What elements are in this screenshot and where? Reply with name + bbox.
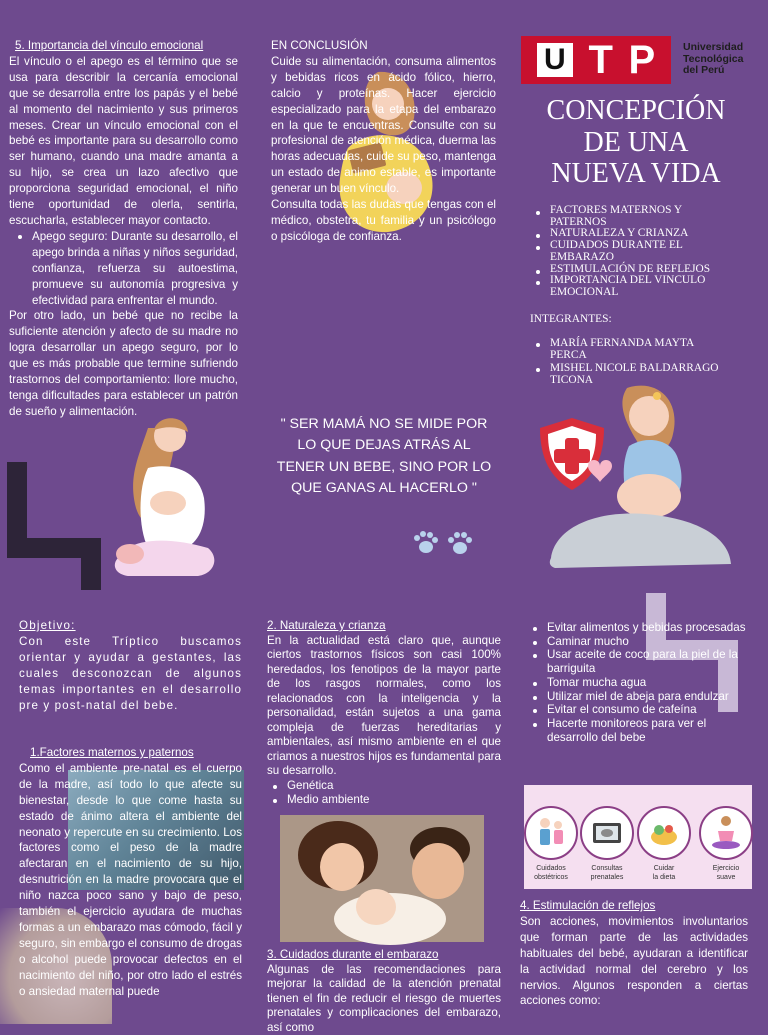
objective-text: Con este Tríptico buscamos orientar y ayudar a gestantes, las cuales desconozcan de algunos temas importantes en el desarrollo pre y post-natal del bebe. [19,634,242,712]
conclusion-paragraph: Cuide su alimentación, consuma alimentos y bebidas ricos en ácido fólico, hierro, calcio y proteínas. Hacer ejercicio especializado para la etapa del embarazo en la que te encuentras. Consulte con su profesional de atención médica, duerma las horas adecuadas, cuide su peso, mantenga un estado de animo estable, es importante generar un buen vínculo. [271,54,496,196]
emotional-bond-title: 5. Importancia del vínculo emocional [15,39,204,52]
care-text: Algunas de las recomendaciones para mejorar la calidad de la atención prenatal tienen el fin de reducir el riesgo de muertes prenatales y complicaciones del embarazo, así como [267,962,501,1034]
recommendation-item: Utilizar miel de abeja para endulzar [530,690,760,704]
prenatal-care-icons-panel [524,785,752,889]
family-baby-photo [280,815,484,942]
emotional-bond-section [9,38,238,420]
pregnant-woman-illustration [545,378,735,572]
consult-paragraph: Consulta todas las dudas que tengas con el médico, obstetra, tu familia y un psicólogo o psicóloga de confianza. [271,198,496,243]
prenatal-consultation-icon [581,807,633,859]
recommendation-item: Caminar mucho [530,635,760,649]
nature-title: 2. Naturaleza y crianza [267,619,386,632]
care-title: 3. Cuidados durante el embarazo [267,948,439,961]
utp-logo-letter: T [588,38,613,82]
topic-item: FACTORES MATERNOS Y PATERNOS [533,205,733,228]
emotional-bond-paragraph: El vínculo o el apego es el término que se usa para describir la cercanía emocional que se desarrolla entre los papás y el bebé al momento del nacimiento y sus primeros meses. Crear un vínculo emocional con el bebé es importante para su desarrollo como ser humano, cuando una madre amanta a su hijo, se crea un lazo afectivo que proporciona seguridad emocional, el niño tiene oportunidad de olerla, sentirla, escucharla, establecer mayor contacto. [9,54,238,227]
recommendations-list [530,621,760,744]
gentle-exercise-icon [700,807,752,859]
member-item: MARÍA FERNANDA MAYTA PERCA [533,337,733,362]
icon-label: Cuidados obstétricos [534,865,568,881]
utp-logo [521,36,671,84]
icon-label: Consultas prenatales [590,865,624,881]
objective-section [19,618,242,713]
topics-list [533,205,733,299]
member-item: MISHEL NICOLE BALDARRAGO TICONA [533,362,733,387]
conclusion-title: EN CONCLUSIÓN [271,39,368,52]
recommendation-item: Hacerte monitoreos para ver el desarrollo del bebe [530,717,760,744]
paw-print-icon [414,531,472,554]
utp-logo-letter: U [537,43,573,77]
reflex-text: Son acciones, movimientos involuntarios que forman parte de las actividades habituales del bebé, ayudaran a identificar la actividad normal del cerebro y los nervios. Algunos responden a ciertas acciones como: [520,914,748,1008]
utp-logo-text: Universidad Tecnológica del Perú [683,41,744,76]
quote-text: " SER MAMÁ NO SE MIDE POR LO QUE DEJAS ATRÁS AL TENER UN BEBE, SINO POR LO QUE GANAS AL HACERLO " [276,416,492,496]
reflex-section [520,898,748,1009]
nature-bullet: Medio ambiente [270,793,501,808]
factors-title: 1.Factores maternos y paternos [30,746,194,759]
insecure-attachment-paragraph: Por otro lado, un bebé que no recibe la suficiente atención y afecto de su madre no logra desarrollar un apego seguro, por lo que es más probable que termine sufriendo trastornos del comportamiento: llore mucho, tenga dificultades para establecer un patrón de sueño y alimentación. [9,309,238,418]
conclusion-section [271,38,496,245]
obstetric-care-icon [525,807,577,859]
nature-bullet: Genética [270,779,501,794]
breastfeeding-mother-illustration [108,408,226,580]
brochure-title: CONCEPCIÓN DE UNA NUEVA VIDA [546,95,726,189]
topic-item: NATURALEZA Y CRIANZA [533,228,733,240]
objective-title: Objetivo: [19,619,76,632]
members-label: INTEGRANTES: [530,313,612,325]
nature-text: En la actualidad está claro que, aunque ciertos trastornos físicos son casi 100% heredados, los fenotipos de la mayor parte de los rasgos normales, como los relacionados con la inteligencia y la personalidad, están sujetos a una gama compleja de fuerzas hereditarias y ambientales, así mismo ambiente en el que criamos a nuestros hijos es fundamental para su desarrollo. [267,633,501,778]
icon-label: Cuidar la dieta [652,865,676,881]
factors-section [19,745,242,1000]
diet-care-icon [638,807,690,859]
nature-section [267,618,501,808]
utp-logo-letter: P [628,38,656,82]
recommendation-item: Evitar el consumo de cafeína [530,703,760,717]
secure-attachment-bullet: Apego seguro: Durante su desarrollo, el apego brinda a niñas y niños seguridad, confianza, refuerza su autoestima, promueve su autonomía progresiva y efectividad para enfrentar el mundo. [15,229,238,309]
care-section [267,947,501,1035]
icon-label: Ejercicio suave [712,865,740,881]
dark-zigzag-shape [17,462,91,590]
topic-item: CUIDADOS DURANTE EL EMBARAZO [533,240,733,263]
recommendation-item: Tomar mucha agua [530,676,760,690]
recommendation-item: Evitar alimentos y bebidas procesadas [530,621,760,635]
topic-item: IMPORTANCIA DEL VINCULO EMOCIONAL [533,275,733,298]
factors-text: Como el ambiente pre-natal es el cuerpo de la madre, así todo lo que afecte su bienestar, desde lo que come hasta su estado de ánimo altera el ambiente del neonato y repercute en su crecimiento. Los factores como el peso de la madre afectaran en el nacimiento de su hijo, desnutrición en la madre provocara que el niño nazca poco sano y bajo de peso, también el ejercicio ayudara de muchas formas a un embarazo mas cómodo, fácil y seguro, sin embargo el consumo de drogas o alcohol puede provocar defectos en el nacimiento del niño, por otro lado el estrés o ansiedad maternal puede [19,761,242,998]
recommendation-item: Usar aceite de coco para la piel de la barriguita [530,648,760,675]
reflex-title: 4. Estimulación de reflejos [520,899,656,912]
topic-item: ESTIMULACIÓN DE REFLEJOS [533,264,733,276]
